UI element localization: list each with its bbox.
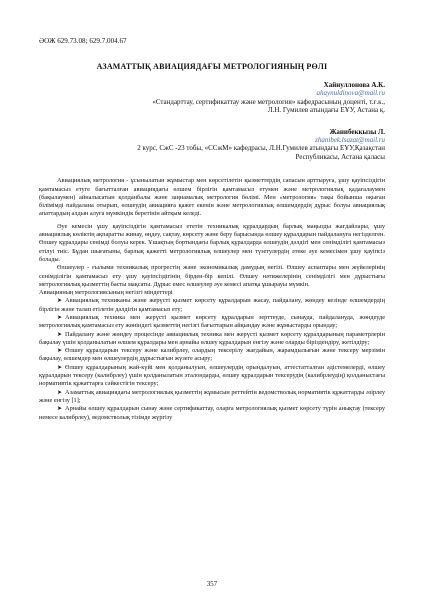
page-number: 357 xyxy=(206,581,218,588)
list-item: ➤ Авиациялық техника мен жерүсті қызмет көрсету құралдарын зерттеуде, сынауда, пайдалануда, жөндеуде метрологиялық қамтамасыз ету жөніндегі қызметтің негізгі бағыттарын айқындау және жұмыстарды орындау; xyxy=(39,314,385,330)
author-affiliation: 2 курс, СжС -23 тобы, «ССжМ» кафедрасы, Л.Н.Гумилев атындағы ЕҰУ,Қазақстан xyxy=(137,144,385,153)
arrow-bullet-icon: ➤ xyxy=(57,406,63,413)
arrow-bullet-icon: ➤ xyxy=(57,315,63,321)
article-title: АЗАМАТТЫҚ АВИАЦИЯДАҒЫ МЕТРОЛОГИЯНЫҢ РӨЛІ xyxy=(96,62,328,71)
body-paragraph: Авиациялық метрология - ұсынылатын жұмыстар мен көрсетілетін қызметтердің сапасын арттыруға, ұшу қауіпсіздігін қамтамасыз етуге бағытталған авиациядағы өлшем бірлігін қамтамасыз етумен және метрологиялық қадағалаумен (бақылаумен) айналысатын қолданбалы және заңнамалық метрология бөлімі. Мен «метрология» тақы бойынша оқыған білімімді пайдалана отырып, өлшеудің авиацияға қажет екенін және метрологиялық өлшемдердің дұрыс болуы авиациялық апаттардың алдын алуға мүмкіндік беретінін айтқым келеді. xyxy=(39,177,385,218)
author-affiliation: Л.Н. Гумилев атындағы ЕҰУ, Астана қ. xyxy=(267,106,385,115)
author-affiliation: «Стандарттау, сертификаттау және метрология» кафедрасының доценті, т.ғ.к., xyxy=(152,97,385,106)
arrow-bullet-icon: ➤ xyxy=(57,389,63,396)
list-item: ➤ Өлшеу құралдарының жай-күйі мен қолданылуын, өлшеулердің орындалуын, аттестатталған әдістемелерді, өлшеу құралдарын тексеру (калибрлеу) үшін қолданылатын эталондарды, өлшеу құралдарын тексерудің (калибрлеудің) қолданыстағы нормативтік құжаттарға сәйкестігін тексеру; xyxy=(39,363,385,388)
arrow-bullet-icon: ➤ xyxy=(57,331,63,338)
arrow-bullet-icon: ➤ xyxy=(57,348,63,355)
arrow-bullet-icon: ➤ xyxy=(57,298,63,305)
list-item: ➤ Азаматтық авиациядағы метрологиялық қызметтің жұмысын реттейтін ведомстволық нормативтік құжаттарды әзірлеу және енгізу [1]; xyxy=(39,388,385,404)
author-block-1 xyxy=(39,81,385,115)
author-email[interactable]: zhanibek.lsazat@mail.ru xyxy=(315,136,385,145)
list-heading: Авиацияның метрологиясының негізгі міндеттері xyxy=(39,289,173,297)
list-item: ➤ Пайдалану және жөндеу процесінде авиациялық техника мен жерүсті қызмет көрсету құралдарының параметрлерін бақылау үшін қолданылатын өлшем құралдары мен арнайы өлшеу құралдарын енгізу және оларды біріздендіру, жетілдіру; xyxy=(39,330,385,346)
author-name: Хайнуллонова А.К. xyxy=(323,81,385,89)
list-item: ➤ Авиациялық техниканы және жерүсті қызмет көрсету құралдарын жасау, пайдалану, жөндеу кезінде өлшемдердің бірлігін және талап етілетін дәлдігін қамтамасыз ету; xyxy=(39,297,385,313)
author-block-2 xyxy=(39,128,385,162)
author-name: Жанибеккызы Л. xyxy=(329,127,385,136)
author-email[interactable]: ahaynuldinova@mail.ru xyxy=(316,89,385,98)
body-paragraph: Өлшеулер - ғылыми техникалық прогрестің және экономикалық дамудың негізі. Өлшеу аспаптары мен жүйелерінің сенімділігін қамтамасыз ету ұшу қауіпсіздігінің бірден-бір кепілі. Өлшеу нәтижелерінің сенімділігі мен дұрыстығы метрологиялық қызметтің басты мақсаты. Дұрыс емес өлшеулер әуе кемесі апатқа ұшырауы мүмкін. xyxy=(39,264,385,288)
list-item: ➤ Өлшеу құралдарын тексеру және калибрлеу, олардың тексерілу жағдайын, жарамдылығын және тексеру мерзімін бақылау, өлшемдер мен өлшеулердің дұрыстығын жүзеге асыру; xyxy=(39,347,385,363)
article-body xyxy=(39,177,385,422)
list-item: ➤ Арнайы өлшеу құралдарын сынау және сертификаттау, оларға метрологиялық қызмет көрсету түрін анықтау (тексеру немесе калибрлеу), ведомстволық тізімде жүргізу xyxy=(39,405,385,421)
body-paragraph: Әуе кемесін ұшу қауіпсіздігін қамтамасыз ететін техникалық құралдардың барлық маңызды жағдайлары, ұшу авиациялық көліктің ақпаратты жинау, өңдеу, сақтау, көрсету және беру барысында өлшеу құралдарын пайдалануға негізделген. Өлшеу құралдары сенімді болуы керек. Ұшақтың бортындағы барлық құралдарда өлшеудің дәлдігі мен сенімділігі қамтамасыз етілуі тиіс. Бұдан шығатыны, барлық қажетті метрологиялық өлшеулер мен түзетулердің әтеке әуе кемесімен ұшу қауіпсіз болады. xyxy=(39,222,385,263)
author-affiliation: Республикасы, Астана қаласы xyxy=(295,152,385,161)
arrow-bullet-icon: ➤ xyxy=(57,364,63,371)
udc-code: ӘОЖ 629.73.08; 629.7.004.67 xyxy=(39,37,127,45)
